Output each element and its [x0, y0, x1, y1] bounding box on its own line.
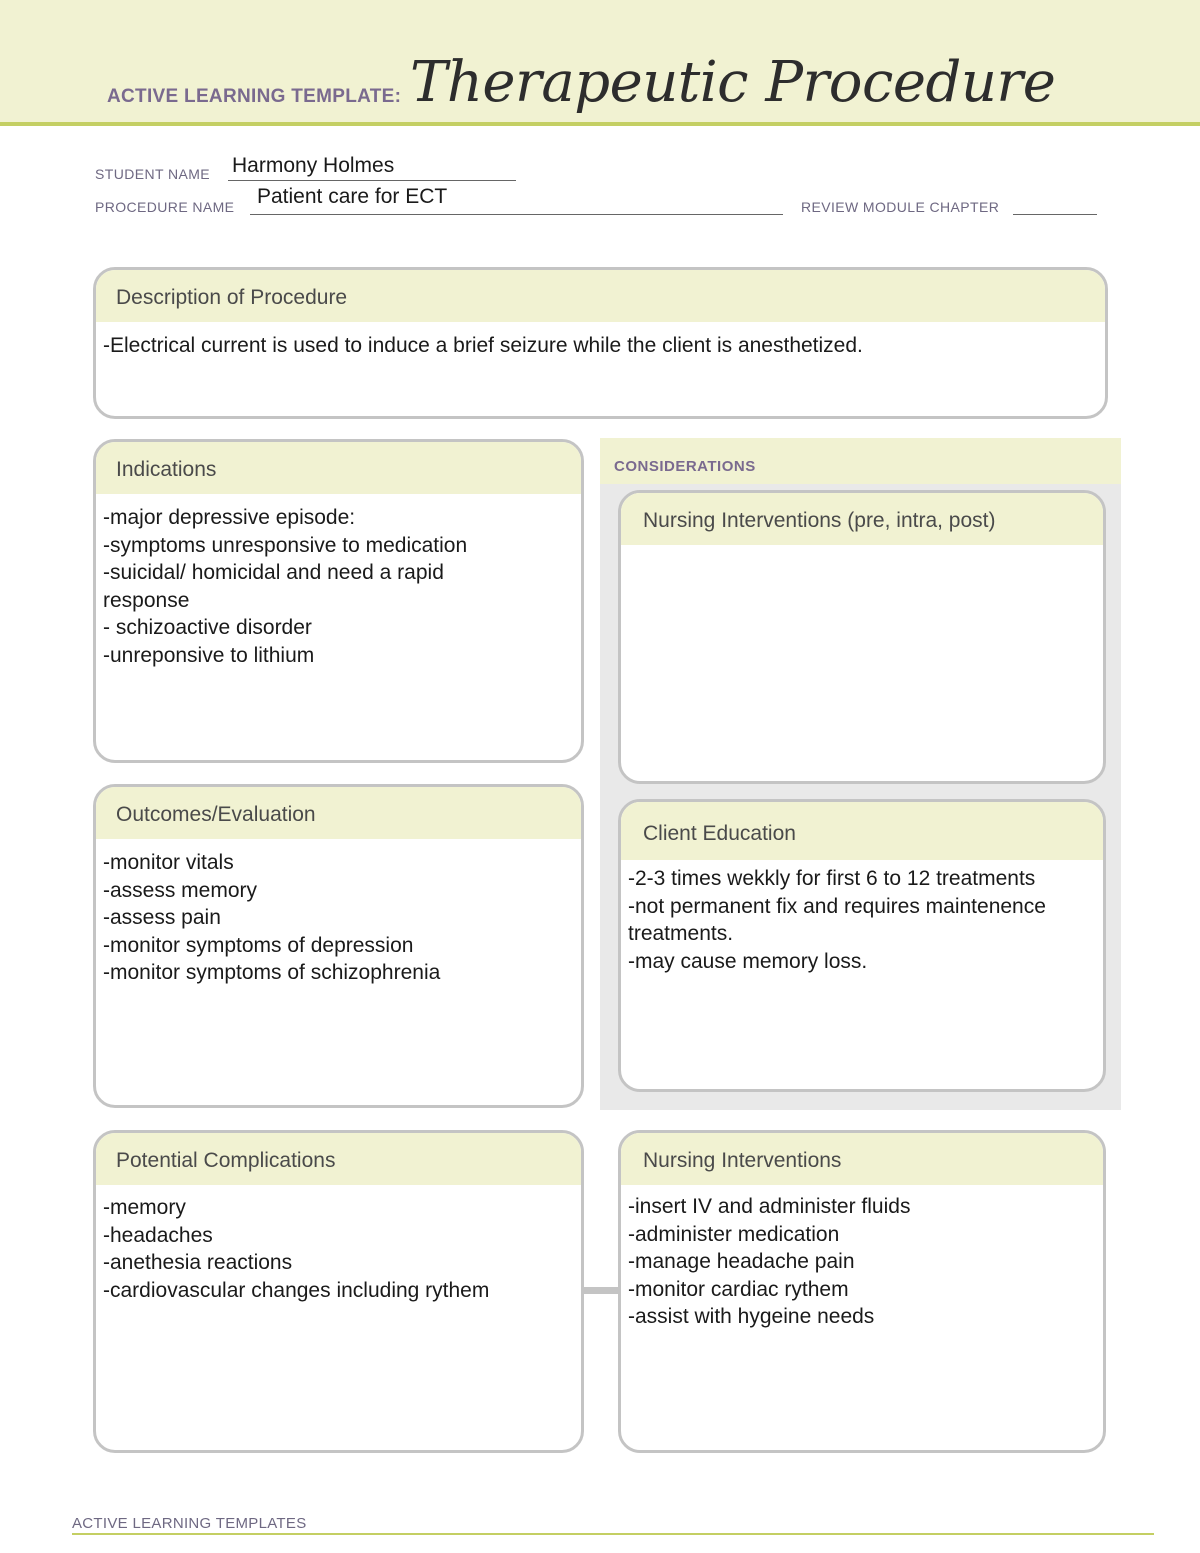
indications-box: [93, 439, 584, 763]
nursing-interventions-box: [618, 1130, 1106, 1453]
nursing-interventions-pre-body[interactable]: [621, 545, 1103, 555]
review-module-label: REVIEW MODULE CHAPTER: [801, 199, 1000, 215]
box-connector: [583, 1287, 621, 1294]
client-education-box: [618, 799, 1106, 1092]
nursing-interventions-pre-heading: Nursing Interventions (pre, intra, post): [621, 493, 1103, 545]
template-prefix: ACTIVE LEARNING TEMPLATE:: [107, 86, 402, 107]
outcomes-heading: Outcomes/Evaluation: [96, 787, 581, 839]
indications-line: -symptoms unresponsive to medication: [103, 533, 468, 557]
review-module-line: [1013, 214, 1097, 215]
nursing-interventions-body[interactable]: [621, 1185, 1103, 1331]
outcomes-line: -assess memory: [103, 878, 258, 902]
complications-line: -anethesia reactions: [103, 1251, 293, 1274]
client-education-line: -may cause memory loss.: [628, 949, 868, 973]
client-education-line: -2-3 times wekkly for first 6 to 12 treatments: [628, 867, 1036, 890]
procedure-name-field[interactable]: Patient care for ECT: [257, 185, 448, 208]
description-box: [93, 267, 1108, 419]
client-education-heading: Client Education: [621, 802, 1103, 860]
client-education-line: treatments.: [628, 922, 734, 945]
indications-heading: Indications: [96, 442, 581, 494]
complications-body[interactable]: [96, 1185, 581, 1304]
outcomes-box: [93, 784, 584, 1108]
procedure-name-label: PROCEDURE NAME: [95, 199, 235, 215]
nursing-interventions-line: -monitor cardiac rythem: [628, 1277, 849, 1301]
indications-line: - schizoactive disorder: [103, 616, 312, 639]
client-education-line: -not permanent fix and requires maintenence: [628, 894, 1046, 918]
description-heading: Description of Procedure: [96, 270, 1105, 322]
indications-body[interactable]: [96, 494, 581, 669]
indications-line: -major depressive episode:: [103, 506, 356, 529]
description-line: -Electrical current is used to induce a brief seizure while the client is anesthetized.: [103, 334, 863, 357]
complications-line: -headaches: [103, 1223, 213, 1247]
outcomes-line: -assess pain: [103, 906, 221, 929]
nursing-interventions-line: -assist with hygeine needs: [628, 1305, 875, 1328]
nursing-interventions-heading: Nursing Interventions: [621, 1133, 1103, 1185]
header-rule: [0, 122, 1200, 126]
indications-line: -suicidal/ homicidal and need a rapid: [103, 561, 444, 584]
complications-box: [93, 1130, 584, 1453]
student-name-field[interactable]: Harmony Holmes: [232, 154, 395, 177]
nursing-interventions-pre-box: [618, 490, 1106, 784]
indications-line: response: [103, 588, 190, 612]
footer-rule: [72, 1533, 1154, 1535]
outcomes-line: -monitor symptoms of depression: [103, 933, 414, 957]
footer-text: ACTIVE LEARNING TEMPLATES: [72, 1515, 307, 1532]
outcomes-line: -monitor vitals: [103, 851, 234, 874]
outcomes-body[interactable]: [96, 839, 581, 987]
nursing-interventions-line: -manage headache pain: [628, 1250, 855, 1273]
client-education-body[interactable]: [621, 860, 1103, 975]
page-title: Therapeutic Procedure: [410, 50, 1056, 115]
student-name-label: STUDENT NAME: [95, 166, 210, 182]
complications-line: -memory: [103, 1196, 186, 1219]
nursing-interventions-line: -administer medication: [628, 1222, 840, 1246]
complications-heading: Potential Complications: [96, 1133, 581, 1185]
considerations-title: CONSIDERATIONS: [614, 458, 756, 475]
nursing-interventions-line: -insert IV and administer fluids: [628, 1195, 911, 1218]
considerations-header: [600, 438, 1121, 484]
student-name-line: [228, 180, 516, 181]
outcomes-line: -monitor symptoms of schizophrenia: [103, 961, 441, 984]
description-body[interactable]: [96, 322, 1105, 360]
indications-line: -unreponsive to lithium: [103, 643, 315, 667]
complications-line: -cardiovascular changes including rythem: [103, 1278, 490, 1302]
procedure-name-line: [250, 214, 783, 215]
